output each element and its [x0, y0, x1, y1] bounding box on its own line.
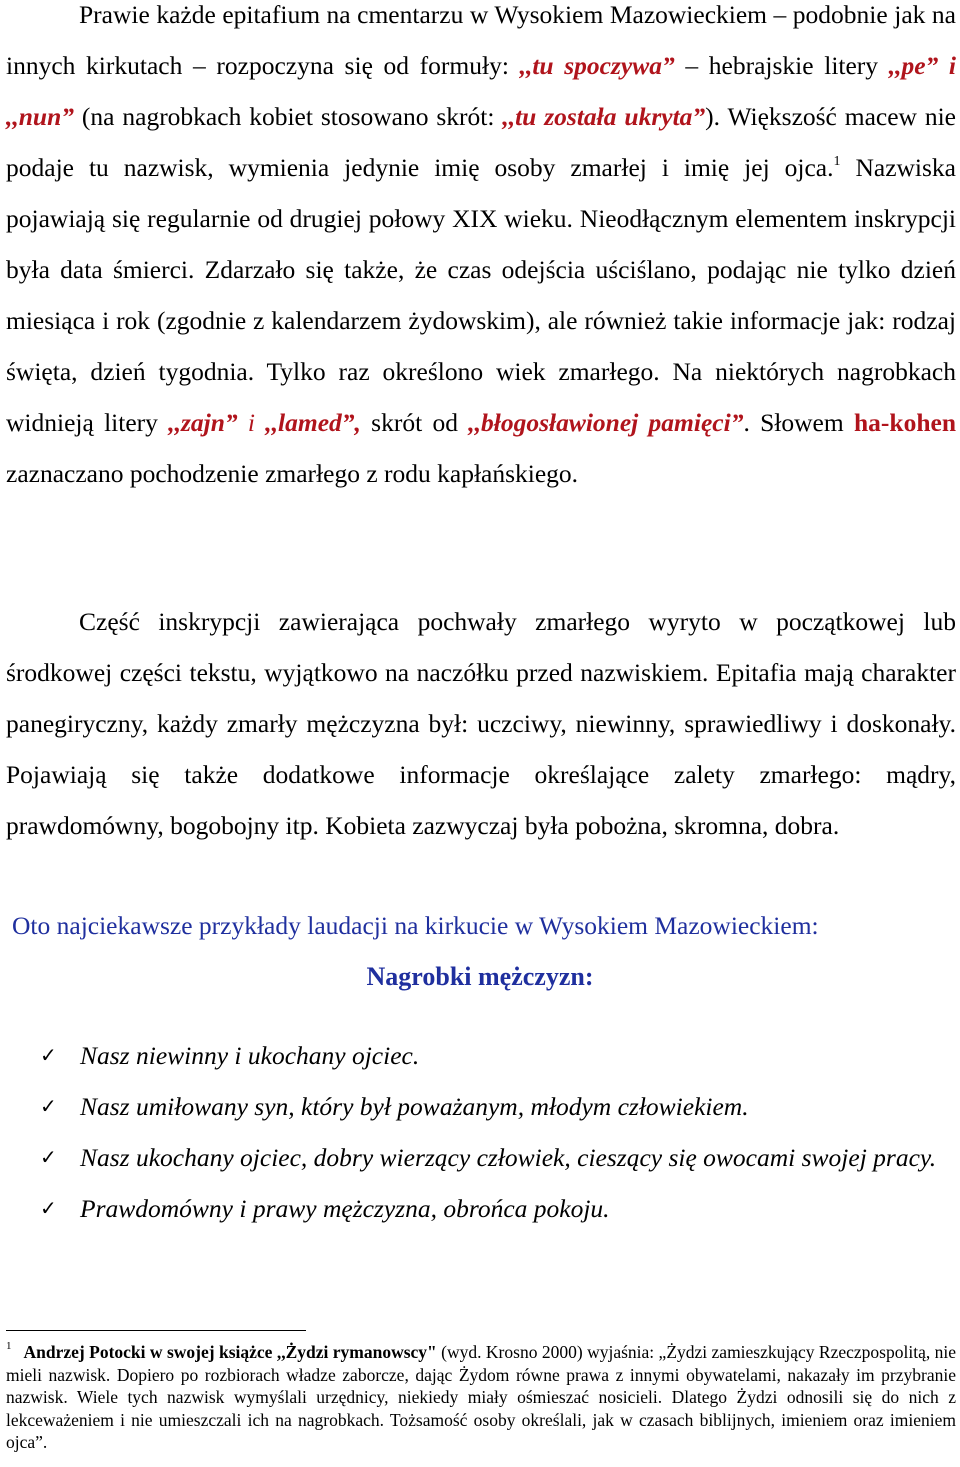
footnote-reference[interactable]: 1	[833, 154, 841, 169]
text-run: – hebrajskie litery	[674, 51, 889, 80]
phrase-blogoslawionej-pamieci: ,,błogosławionej pamięci”	[468, 408, 744, 437]
text-run: Nazwiska pojawiają się regularnie od drugiej połowy XIX wieku. Nieodłącznym elementem inskrypcji była data śmierci. Zdarzało się także, że czas odejścia uściślano, podając nie tylko dzień miesiąca i rok (zgodnie z kalendarzem żydowskim), ale również takie informacje jak: rodzaj święta, dzień tygodnia. Tylko raz określono wiek zmarłego. Na niektórych nagrobkach widnieją litery	[6, 153, 956, 437]
footnote-separator	[6, 1330, 306, 1331]
section-heading-men: Nagrobki mężczyzn:	[366, 962, 594, 991]
text-run: zaznaczano pochodzenie zmarłego z rodu kapłańskiego.	[6, 459, 579, 488]
checkmark-icon: ✓	[40, 1145, 57, 1169]
phrase-pe-nun: ,,pe” i ,,nun”	[6, 51, 957, 131]
text-run: skrót od	[360, 408, 469, 437]
phrase-tu-zostala-ukryta: ,,tu została ukryta”	[502, 102, 706, 131]
footnote-source: Andrzej Potocki w swojej książce ,,Żydzi rymanowscy"	[23, 1342, 437, 1362]
text-run: Prawie każde epitafium na cmentarzu w Wysokiem Mazowieckiem – podobnie jak na innych kirkutach – rozpoczyna się od formuły:	[6, 0, 956, 80]
list-item	[0, 1132, 956, 1183]
list-item-text: Prawdomówny i prawy mężczyzna, obrońca pokoju.	[80, 1194, 610, 1223]
paragraph-epitaph-formula	[6, 0, 956, 499]
phrase-ha-kohen: ha-kohen	[853, 408, 957, 437]
list-item	[0, 1081, 956, 1132]
footnote-text: (wyd. Krosno 2000) wyjaśnia: „Żydzi zamieszkujący Rzeczpospolitą, nie mieli nazwisk. Dopiero po rozbiorach władze zaborcze, dając Żydom równe prawa z innymi obywatelami, nakazały im przybranie nazwisk. Wiele tych nazwisk wymyślali urzędnicy, niekiedy miały ośmieszać nosicieli. Dlatego Żydzi odnosili się do nich z lekceważeniem i nie umieszczali ich na nagrobkach. Tożsamość osoby określali, jak w czasach biblijnych, imieniem oraz imieniem ojca”.	[6, 1342, 956, 1452]
paragraph-laudation: Część inskrypcji zawierająca pochwały zmarłego wyryto w początkowej lub środkowej części tekstu, wyjątkowo na naczółku przed nazwiskiem. Epitafia mają charakter panegiryczny, każdy zmarły mężczyzna był: uczciwy, niewinny, sprawiedliwy i doskonały. Pojawiają się także dodatkowe informacje określające zalety zmarłego: mądry, prawdomówny, bogobojny itp. Kobieta zazwyczaj była pobożna, skromna, dobra.	[6, 607, 956, 840]
footnote	[6, 1341, 956, 1454]
list-item-text: Nasz umiłowany syn, który był poważanym, młodym człowiekiem.	[80, 1092, 749, 1121]
examples-intro: Oto najciekawsze przykłady laudacji na kirkucie w Wysokiem Mazowieckiem:	[12, 911, 819, 940]
checkmark-icon: ✓	[40, 1196, 57, 1220]
list-item	[0, 1030, 956, 1081]
text-run-i: i	[237, 408, 266, 437]
phrase-lamed: ,,lamed”,	[265, 408, 361, 437]
list-item-text: Nasz niewinny i ukochany ojciec.	[80, 1041, 420, 1070]
phrase-tu-spoczywa: ,,tu spoczywa”	[519, 51, 675, 80]
list-item	[0, 1183, 956, 1234]
text-run: (na nagrobkach kobiet stosowano skrót:	[74, 102, 503, 131]
checkmark-icon: ✓	[40, 1043, 57, 1067]
examples-list	[0, 1030, 960, 1234]
text-run: . Słowem	[743, 408, 854, 437]
text-run: ). Większość macew nie podaje tu nazwisk, wymienia jedynie imię osoby zmarłej i imię jej ojca.	[6, 102, 956, 182]
checkmark-icon: ✓	[40, 1094, 57, 1118]
phrase-zajn: ,,zajn”	[168, 408, 238, 437]
list-item-text: Nasz ukochany ojciec, dobry wierzący człowiek, cieszący się owocami swojej pracy.	[80, 1143, 937, 1172]
footnote-number: 1	[6, 1340, 12, 1352]
